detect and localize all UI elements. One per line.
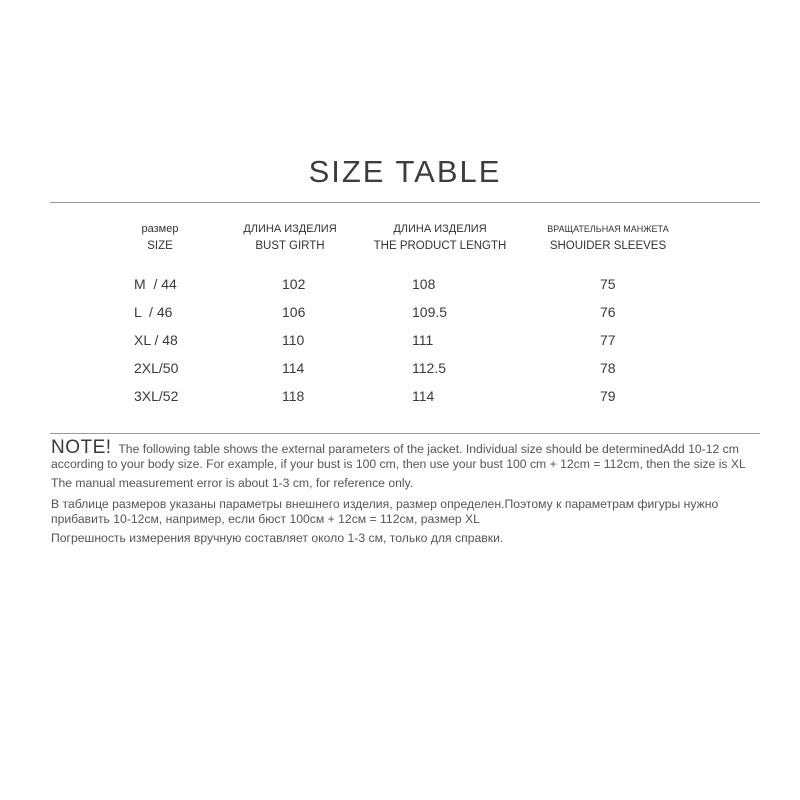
note-error-ru: Погрешность измерения вручную составляет около 1-3 см, только для справки. <box>51 531 504 545</box>
bottom-divider <box>50 433 760 434</box>
header-bust-en: BUST GIRTH <box>255 240 325 252</box>
cell-bust: 102 <box>282 276 306 292</box>
cell-bust: 106 <box>282 304 306 320</box>
table-row <box>0 332 800 354</box>
table-row <box>0 276 800 298</box>
top-divider <box>50 202 760 203</box>
cell-length: 114 <box>412 388 435 404</box>
cell-size: M / 44 <box>134 276 177 292</box>
cell-size: 2XL/50 <box>134 360 179 376</box>
header-size-en: SIZE <box>147 240 173 252</box>
cell-length: 108 <box>412 276 436 292</box>
table-row <box>0 388 800 410</box>
header-sleeve <box>538 222 678 254</box>
cell-sleeve: 76 <box>600 304 616 320</box>
header-sleeve-en: SHOUIDER SLEEVES <box>549 240 667 252</box>
header-length-en: THE PRODUCT LENGTH <box>373 240 507 252</box>
cell-sleeve: 75 <box>600 276 616 292</box>
header-bust-ru: ДЛИНА ИЗДЕЛИЯ <box>243 223 337 235</box>
cell-length: 112.5 <box>412 360 446 376</box>
note-text-ru: В таблице размеров указаны параметры внешнего изделия, размер определен.Поэтому к параметрам фигуры нужно прибавить 10-12см, например, если бюст 100см + 12см = 112см, размер XL <box>51 497 719 526</box>
header-bust <box>230 222 350 254</box>
table-row <box>0 360 800 382</box>
cell-bust: 110 <box>282 332 305 348</box>
cell-length: 111 <box>412 332 434 348</box>
cell-sleeve: 77 <box>600 332 616 348</box>
page-title: SIZE TABLE <box>308 154 502 189</box>
cell-sleeve: 78 <box>600 360 616 376</box>
note-error-en: The manual measurement error is about 1-3 cm, for reference only. <box>51 476 414 490</box>
header-sleeve-ru: ВРАЩАТЕЛЬНАЯ МАНЖЕТА <box>547 224 669 234</box>
cell-size: 3XL/52 <box>134 388 179 404</box>
header-length <box>365 222 515 254</box>
cell-bust: 114 <box>282 360 305 376</box>
note-text-en: The following table shows the external parameters of the jacket. Individual size should be determinedAdd 10-12 cm according to your body size. For example, if your bust is 100 cm, then use your bust 100 cm + 12cm = 112cm, then the size is XL <box>51 442 746 471</box>
header-length-ru: ДЛИНА ИЗДЕЛИЯ <box>393 223 487 235</box>
note-label: NOTE! <box>51 437 112 458</box>
note-block <box>51 437 771 546</box>
cell-size: XL / 48 <box>134 332 178 348</box>
header-size <box>130 222 190 254</box>
cell-size: L / 46 <box>134 304 173 320</box>
cell-length: 109.5 <box>412 304 448 320</box>
header-size-ru: размер <box>141 223 179 235</box>
cell-sleeve: 79 <box>600 388 616 404</box>
table-row <box>0 304 800 326</box>
cell-bust: 118 <box>282 388 305 404</box>
